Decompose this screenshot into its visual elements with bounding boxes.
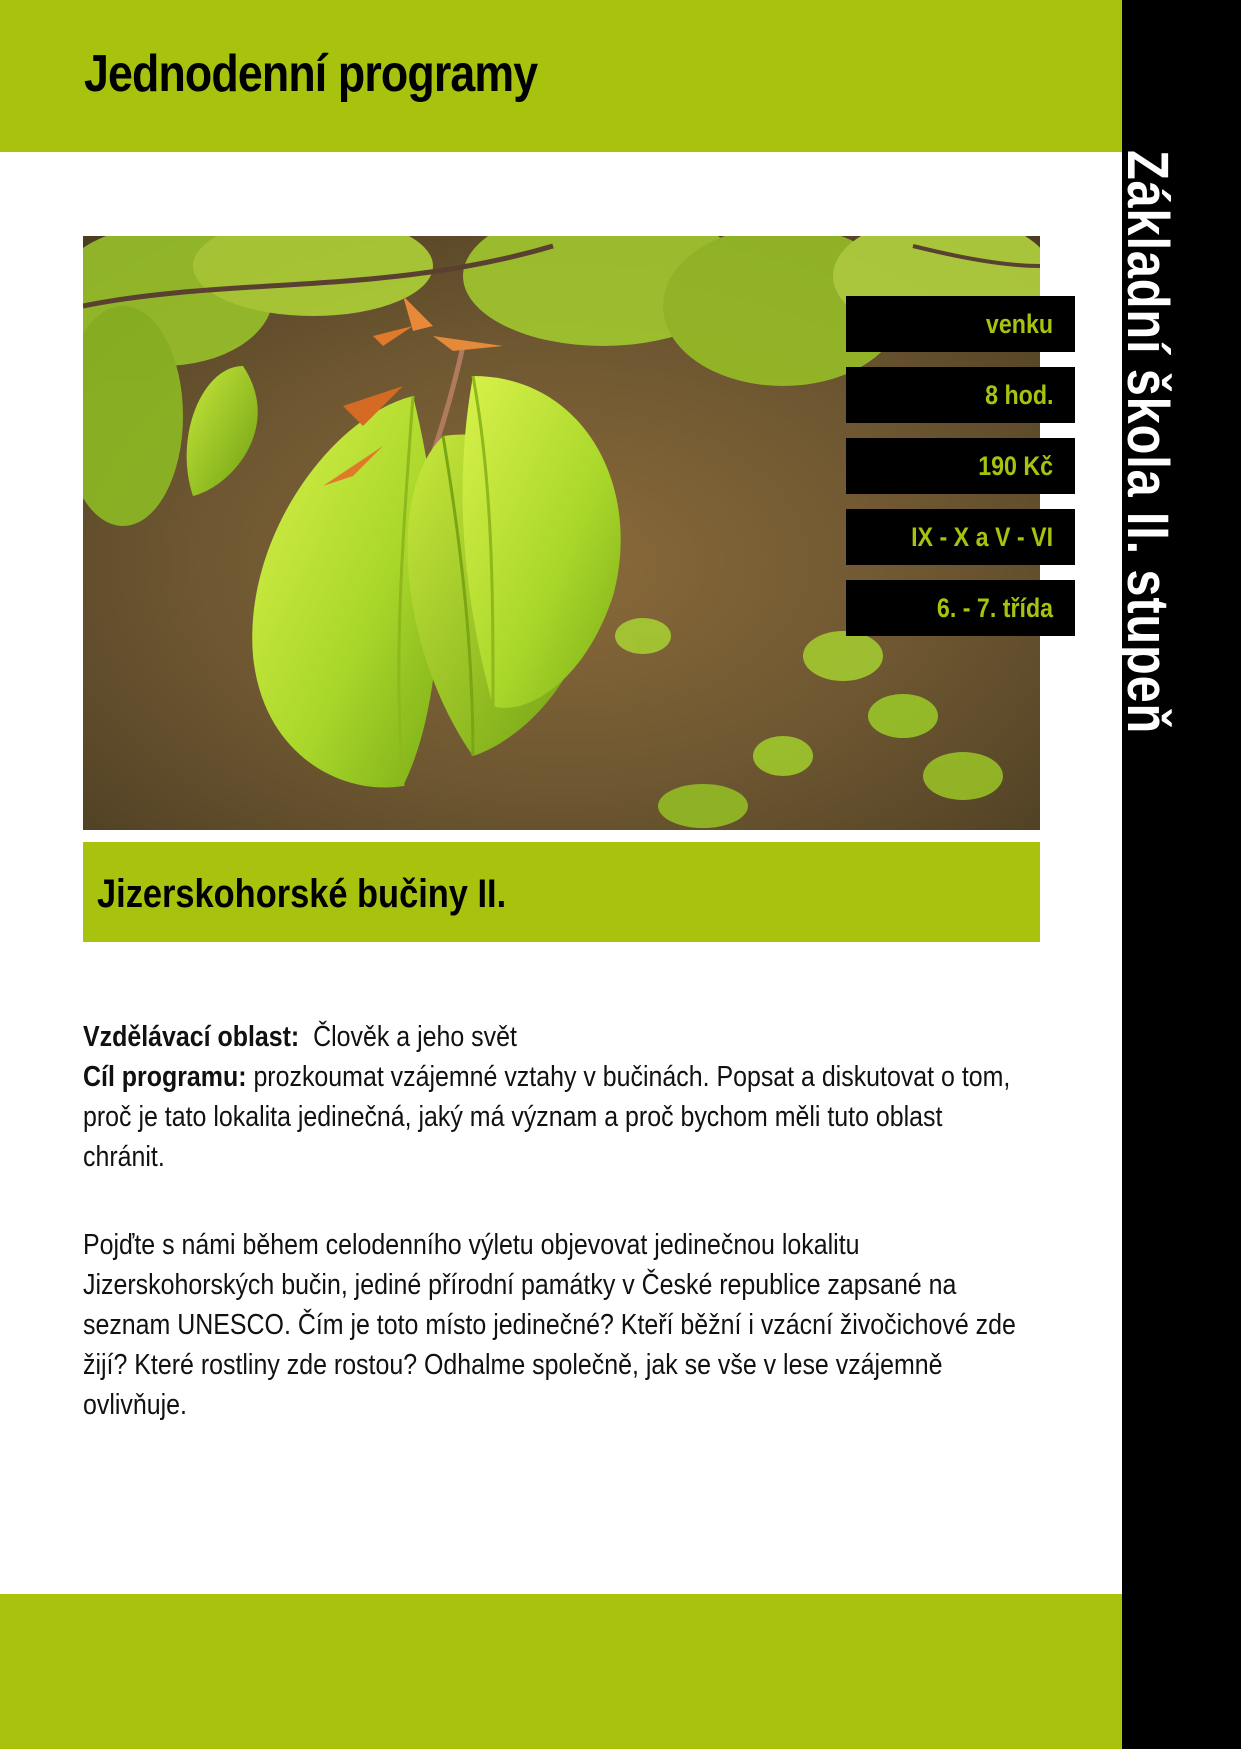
page-title: Jednodenní programy: [84, 45, 538, 103]
program-title: Jizerskohorské bučiny II.: [97, 872, 507, 916]
goal-line: [83, 1057, 1020, 1177]
tag-grade-label: 6. - 7. třída: [936, 592, 1053, 623]
tag-season-label: IX - X a V - VI: [911, 521, 1053, 552]
tag-season: [846, 509, 1075, 565]
area-value: Člověk a jeho svět: [313, 1021, 517, 1053]
tag-location-label: venku: [985, 308, 1053, 339]
program-title-box: [83, 842, 1040, 942]
goal-label: Cíl programu:: [83, 1061, 247, 1093]
program-description: [83, 1017, 1020, 1425]
tag-price-label: 190 Kč: [978, 450, 1053, 481]
tag-duration: [846, 367, 1075, 423]
area-label: Vzdělávací oblast:: [83, 1021, 300, 1053]
program-tags: [846, 296, 1075, 651]
tag-duration-label: 8 hod.: [984, 379, 1053, 410]
goal-value: prozkoumat vzájemné vztahy v bučinách. Popsat a diskutovat o tom, proč je tato lokalita jedinečná, jaký má význam a proč bychom měli tuto oblast chránit.: [83, 1061, 1011, 1173]
area-line: [83, 1017, 1020, 1057]
header-band: [0, 0, 1122, 152]
tag-price: [846, 438, 1075, 494]
tag-grade: [846, 580, 1075, 636]
side-bar-label: Základní škola II. stupeň: [1115, 150, 1180, 735]
footer-band: [0, 1594, 1122, 1749]
tag-location: [846, 296, 1075, 352]
description-paragraph: Pojďte s námi během celodenního výletu objevovat jedinečnou lokalitu Jizerskohorských bučin, jediné přírodní památky v České republice zapsané na seznam UNESCO. Čím je toto místo jedinečné? Kteří běžní i vzácní živočichové zde žijí? Které rostliny zde rostou? Odhalme společně, jak se vše v lese vzájemně ovlivňuje.: [83, 1229, 1016, 1421]
